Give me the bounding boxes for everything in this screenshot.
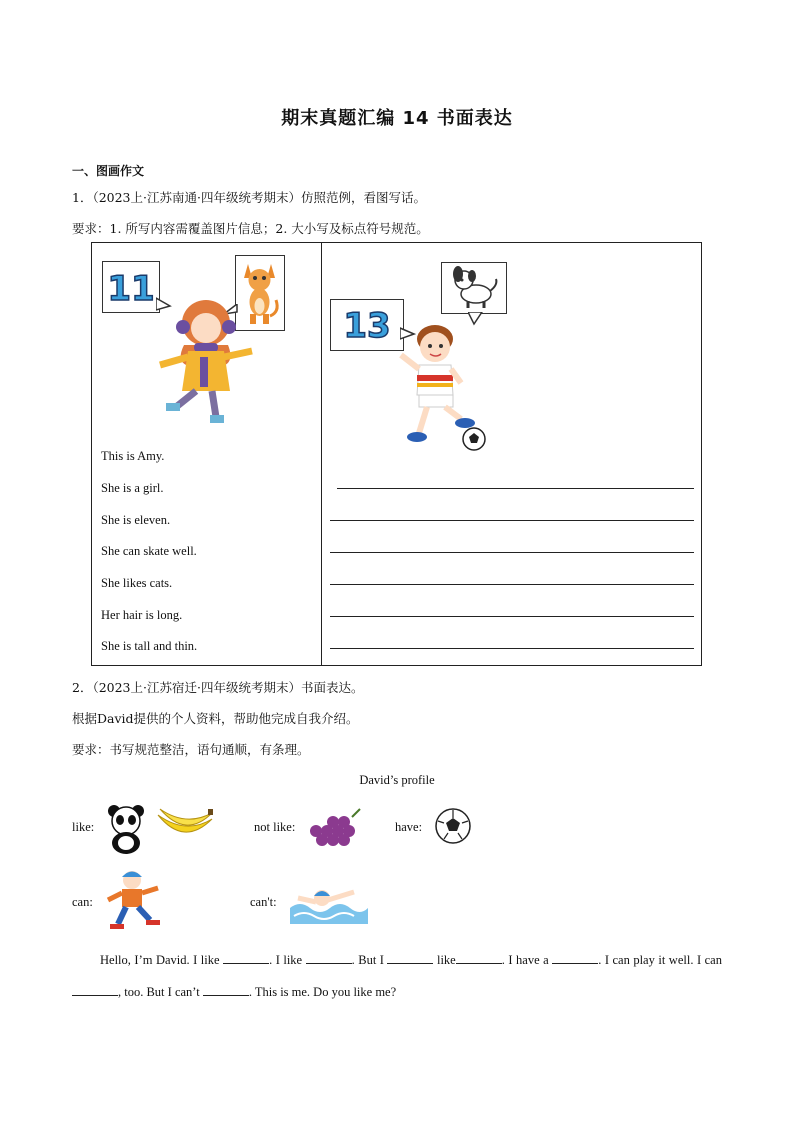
passage-text: , too. But I can’t (118, 985, 203, 999)
example-line: She can skate well. (101, 544, 197, 558)
example-line: She likes cats. (101, 576, 173, 590)
example-line: She is a girl. (101, 481, 164, 495)
boy-football-image (395, 321, 491, 453)
blank-6[interactable] (72, 983, 118, 996)
boy-skating-icon (106, 868, 162, 934)
grapes-icon (306, 807, 364, 847)
profile-title: David’s profile (359, 773, 435, 787)
panda-icon (106, 803, 146, 855)
number-thirteen: 13 (343, 306, 391, 346)
answer-line (337, 488, 694, 489)
passage-text: . I have a (501, 953, 553, 967)
answer-line (330, 552, 694, 553)
example-line: She is eleven. (101, 513, 171, 527)
passage-text: like (433, 953, 456, 967)
answer-line (330, 648, 694, 649)
label-not-like: not like: (254, 820, 296, 834)
banana-icon (156, 805, 214, 845)
girl-skating-image (154, 295, 260, 430)
table-divider (321, 243, 322, 665)
passage (72, 944, 722, 1008)
label-can: can: (72, 895, 93, 909)
section-heading: 一、图画作文 (72, 164, 145, 178)
example-line: She is tall and thin. (101, 639, 198, 653)
label-have: have: (395, 820, 423, 834)
passage-text: . I like (269, 953, 306, 967)
passage-text: . This is me. Do you like me? (248, 985, 397, 999)
passage-text: . I can play it well. I can (598, 953, 722, 967)
passage-text: . But I (351, 953, 388, 967)
blank-2[interactable] (306, 951, 352, 964)
blank-5[interactable] (552, 951, 598, 964)
question-2-requirement: 要求：书写规范整洁，语句通顺，有条理。 (72, 742, 310, 757)
number-bubble-left (102, 261, 160, 313)
blank-4[interactable] (456, 951, 502, 964)
question-2-stem: 2．（2023上·江苏宿迁·四年级统考期末）书面表达。 (72, 680, 364, 695)
answer-line (330, 616, 694, 617)
writing-table (91, 242, 702, 666)
example-line: Her hair is long. (101, 608, 183, 622)
dog-bubble (441, 262, 507, 314)
question-1-requirement: 要求：1. 所写内容需覆盖图片信息；2. 大小写及标点符号规范。 (72, 221, 429, 236)
football-icon (434, 807, 472, 845)
passage-text: Hello, I’m David. I like (100, 953, 224, 967)
blank-1[interactable] (223, 951, 269, 964)
dog-icon (442, 263, 505, 312)
label-like: like: (72, 820, 95, 834)
page-title: 期末真题汇编 14 书面表达 (281, 108, 513, 129)
question-2-intro: 根据David提供的个人资料，帮助他完成自我介绍。 (72, 711, 359, 726)
answer-line (330, 520, 694, 521)
swimming-icon (288, 878, 368, 924)
label-cant: can't: (250, 895, 277, 909)
example-line: This is Amy. (101, 449, 165, 463)
answer-line (330, 584, 694, 585)
number-bubble-right (330, 299, 404, 351)
number-eleven: 11 (107, 269, 155, 309)
blank-3[interactable] (387, 951, 433, 964)
question-1-stem: 1．（2023上·江苏南通·四年级统考期末）仿照范例，看图写话。 (72, 190, 426, 205)
blank-7[interactable] (203, 983, 249, 996)
